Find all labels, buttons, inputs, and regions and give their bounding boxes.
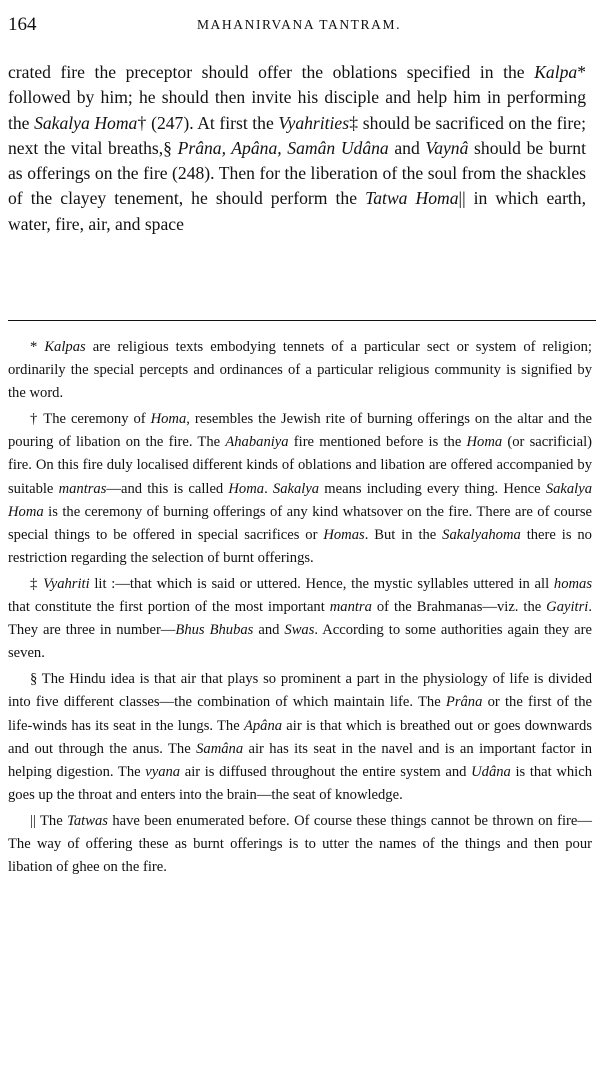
text-run: means including every thing. Hence <box>319 480 546 497</box>
page-header <box>8 14 590 40</box>
text-run: are religious texts embodying tennets of a particular sect or system of religion; ordinarily the special percepts and ordinances of a particular religious community is signified by the word. <box>8 339 592 402</box>
text-run: lit :—that which is said or uttered. Hence, the mystic syllables uttered in all <box>89 575 554 592</box>
italic-term: Apâna <box>243 717 283 734</box>
text-run: * followed by him; he should then invite his disciple and help him in performing the <box>8 62 586 133</box>
italic-term: Prâna <box>445 694 483 711</box>
text-run: † The ceremony of <box>30 411 151 428</box>
footnote-homa <box>8 408 592 570</box>
text-run: ‡ <box>30 575 44 592</box>
italic-term: Udâna <box>471 763 511 780</box>
italic-term: Prâna, Apâna, Samân Udâna <box>177 137 389 158</box>
italic-term: Vyahrities <box>278 112 350 133</box>
running-title: MAHANIRVANA TANTRAM. <box>196 17 402 32</box>
footnote-divider <box>8 320 596 321</box>
text-run: || in which earth, water, fire, air, and space <box>8 188 587 234</box>
text-run: (or sacrificial) fire. On this fire duly localised different kinds of oblations and libation are offered accompanied by suitable <box>8 434 593 497</box>
footnotes <box>8 336 592 879</box>
text-run: . <box>264 480 273 497</box>
page-number: 164 <box>8 14 37 35</box>
text-run: air is diffused throughout the entire system and <box>180 763 472 780</box>
text-run: || The <box>30 812 68 829</box>
text-run: have been enumerated before. Of course these things cannot be thrown on fire—The way of offering these as burnt offerings is to utter the names of the things and then pour libation of ghee on the fire. <box>8 812 592 876</box>
italic-term: Bhus Bhubas <box>175 622 254 639</box>
italic-term: Kalpas <box>44 339 86 355</box>
text-run: fire mentioned before is the <box>288 434 467 451</box>
italic-term: Ahabaniya <box>225 434 289 451</box>
footnote-kalpas <box>8 336 592 405</box>
text-run: and <box>388 137 426 158</box>
text-run: is that which goes up the throat and enters into the brain—the seat of knowledge. <box>8 763 592 803</box>
italic-term: Homas <box>323 526 365 543</box>
italic-term: Sakalya Homa <box>8 480 593 520</box>
italic-term: vyana <box>145 763 181 780</box>
text-run: , resembles the Jewish rite of burning offerings on the altar and the pouring of libation on the fire. The <box>8 411 592 451</box>
text-run: § The Hindu idea is that air that plays so prominent a part in the physiology of life is divided into five different classes—the combination of which maintain life. The <box>8 671 592 711</box>
text-run: —and this is called <box>106 480 229 497</box>
italic-term: mantra <box>329 599 372 616</box>
text-run: and <box>253 622 285 639</box>
text-run: crated fire the preceptor should offer the oblations specified in the <box>8 62 535 82</box>
text-run: . They are three in number— <box>8 599 592 639</box>
italic-term: Vyahriti <box>43 575 90 592</box>
text-run: or the first of the life-winds has its seat in the lungs. The <box>8 694 592 734</box>
italic-term: Homa <box>150 411 187 428</box>
footnote-tatwas <box>8 810 592 879</box>
italic-term: Sakalyahoma <box>442 526 521 543</box>
italic-term: Tatwas <box>67 812 108 829</box>
italic-term: homas <box>553 575 592 592</box>
text-run: * <box>30 339 45 355</box>
footnote-vital-airs <box>8 668 592 807</box>
main-text <box>8 60 586 237</box>
main-paragraph <box>8 60 586 237</box>
text-run: of the Brahmanas—viz. the <box>371 599 547 616</box>
footnote-vyahriti <box>8 573 592 665</box>
italic-term: Homa <box>466 434 503 451</box>
italic-term: Vaynâ <box>425 137 469 158</box>
text-run: should be burnt as offerings on the fire (248). Then for the liberation of the soul from the shackles of the clayey tenement, he should perform the <box>8 137 586 209</box>
italic-term: Homa <box>228 480 265 497</box>
text-run: is the ceremony of burning offerings of any kind whatsover on the fire. There are of course special things to be offered in special sacrifices or <box>8 503 592 543</box>
italic-term: Swas <box>284 622 315 639</box>
text-run: air has its seat in the navel and is an important factor in helping digestion. The <box>8 740 592 780</box>
italic-term: Gayitri <box>546 599 589 616</box>
text-run: ‡ should be sacrificed on the fire; next the vital breaths,§ <box>8 112 586 158</box>
italic-term: Kalpa <box>534 62 578 82</box>
text-run: that constitute the first portion of the most important <box>8 599 330 616</box>
text-run: . According to some authorities again they are seven. <box>8 622 592 662</box>
italic-term: mantras <box>58 480 107 497</box>
text-run: † (247). At first the <box>137 112 279 133</box>
italic-term: Sakalya Homa <box>34 112 138 133</box>
italic-term: Samâna <box>196 740 244 757</box>
text-run: there is no restriction regarding the selection of burnt offerings. <box>8 526 592 566</box>
text-run: air is that which is breathed out or goes downwards and out through the anus. The <box>8 717 593 757</box>
italic-term: Sakalya <box>272 480 320 497</box>
text-run: . But in the <box>364 526 443 543</box>
italic-term: Tatwa Homa <box>365 188 459 209</box>
